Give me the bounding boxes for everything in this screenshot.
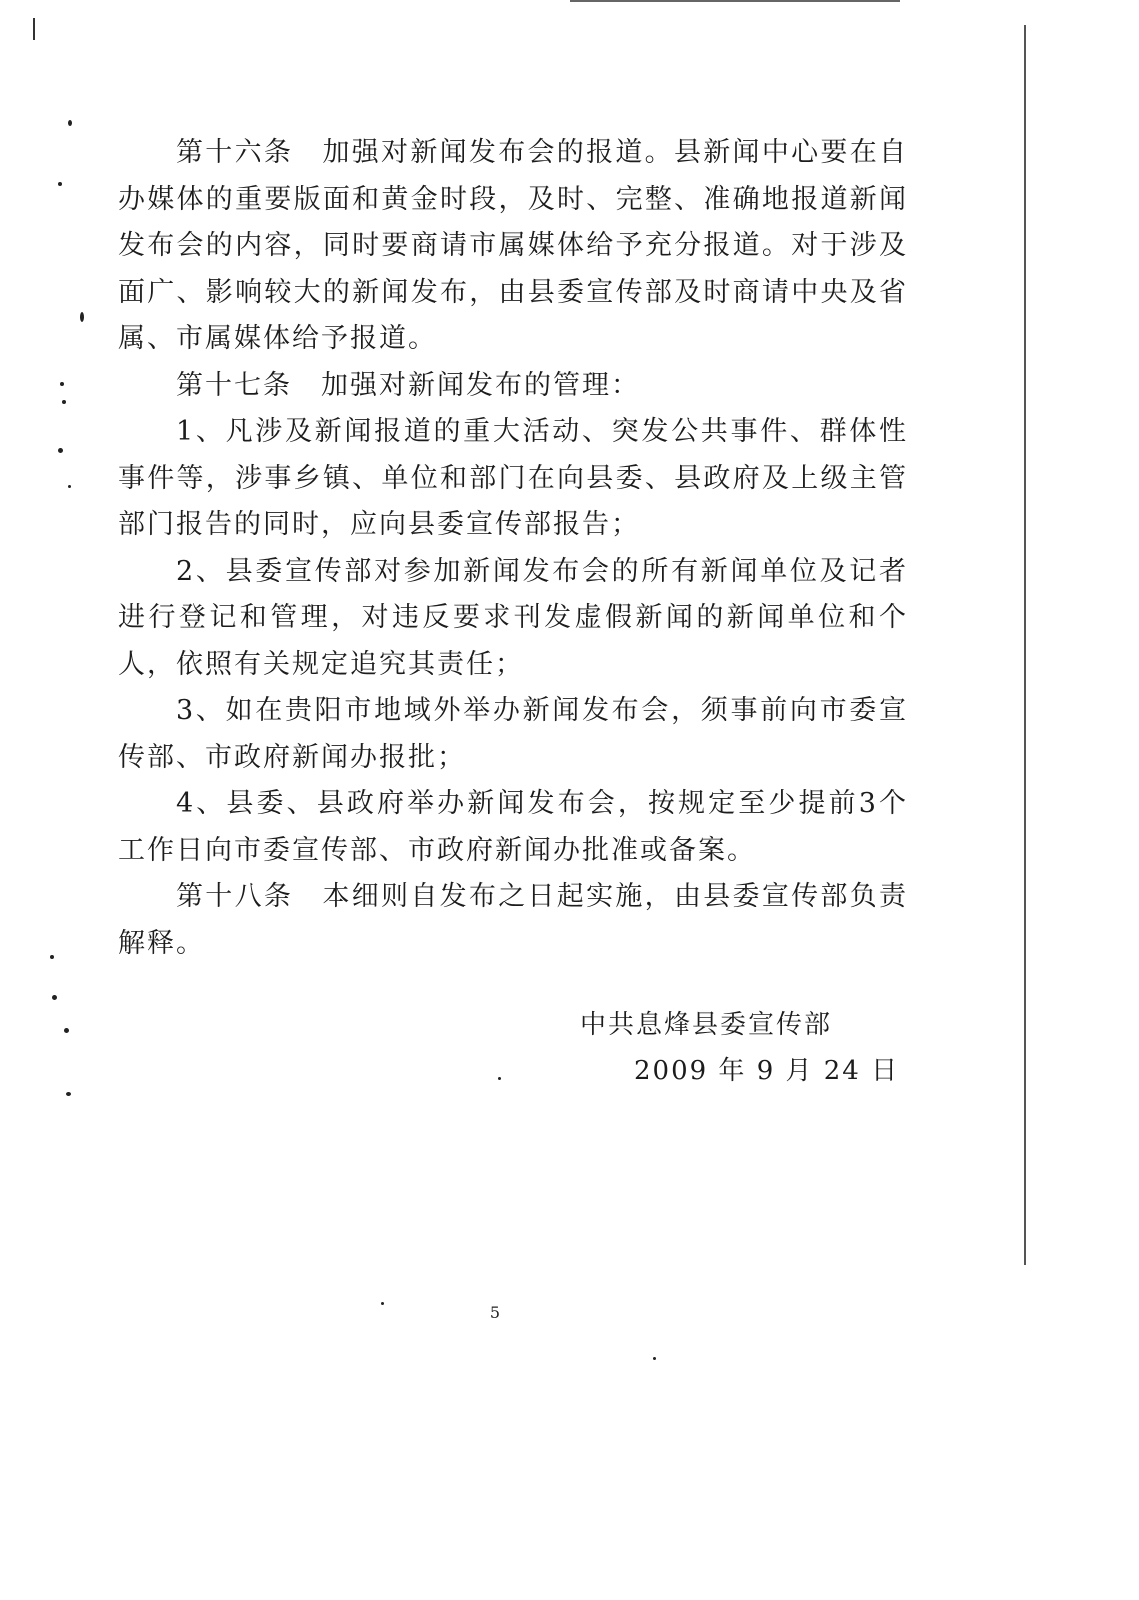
scan-speck bbox=[60, 382, 64, 386]
scan-speck bbox=[498, 1077, 501, 1080]
signature-organization: 中共息烽县委宣传部 bbox=[580, 1010, 833, 1040]
signature-date: 2009 年 9 月 24 日 bbox=[634, 1056, 900, 1086]
scan-speck bbox=[68, 485, 71, 488]
scan-speck bbox=[64, 1028, 69, 1033]
scan-speck bbox=[52, 995, 57, 1000]
article-17-item-3: 3、如在贵阳市地域外举办新闻发布会，须事前向市委宣传部、市政府新闻办报批； bbox=[118, 695, 908, 773]
article-18-paragraph: 第十八条 本细则自发布之日起实施，由县委宣传部负责解释。 bbox=[118, 881, 908, 959]
scan-speck bbox=[58, 448, 63, 453]
scan-speck bbox=[653, 1357, 656, 1360]
page-number: 5 bbox=[489, 1303, 501, 1322]
article-17-item-2: 2、县委宣传部对参加新闻发布会的所有新闻单位及记者进行登记和管理，对违反要求刊发虚假新闻的新闻单位和个人，依照有关规定追究其责任； bbox=[118, 555, 908, 680]
scan-speck bbox=[381, 1302, 384, 1305]
scan-speck bbox=[58, 182, 62, 186]
document-body bbox=[118, 130, 908, 967]
signature-block bbox=[580, 1002, 900, 1094]
scan-speck bbox=[66, 1092, 71, 1096]
scan-speck bbox=[50, 955, 54, 959]
scan-speck bbox=[68, 120, 72, 126]
scan-speck bbox=[62, 400, 66, 404]
scan-edge-line-right bbox=[1024, 25, 1026, 1265]
scan-edge-line-top bbox=[570, 0, 900, 2]
article-16-paragraph: 第十六条 加强对新闻发布会的报道。县新闻中心要在自办媒体的重要版面和黄金时段，及时、完整、准确地报道新闻发布会的内容，同时要商请市属媒体给予充分报道。对于涉及面广、影响较大的新闻发布，由县委宣传部及时商请中央及省属、市属媒体给予报道。 bbox=[118, 137, 908, 354]
scan-edge-line-left bbox=[33, 18, 35, 40]
scan-speck bbox=[80, 312, 84, 322]
article-17-item-1: 1、凡涉及新闻报道的重大活动、突发公共事件、群体性事件等，涉事乡镇、单位和部门在向县委、县政府及上级主管部门报告的同时，应向县委宣传部报告； bbox=[118, 416, 908, 540]
article-17-paragraph: 第十七条 加强对新闻发布的管理： bbox=[176, 369, 640, 401]
article-17-item-4: 4、县委、县政府举办新闻发布会，按规定至少提前3个工作日向市委宣传部、市政府新闻办批准或备案。 bbox=[118, 788, 908, 866]
